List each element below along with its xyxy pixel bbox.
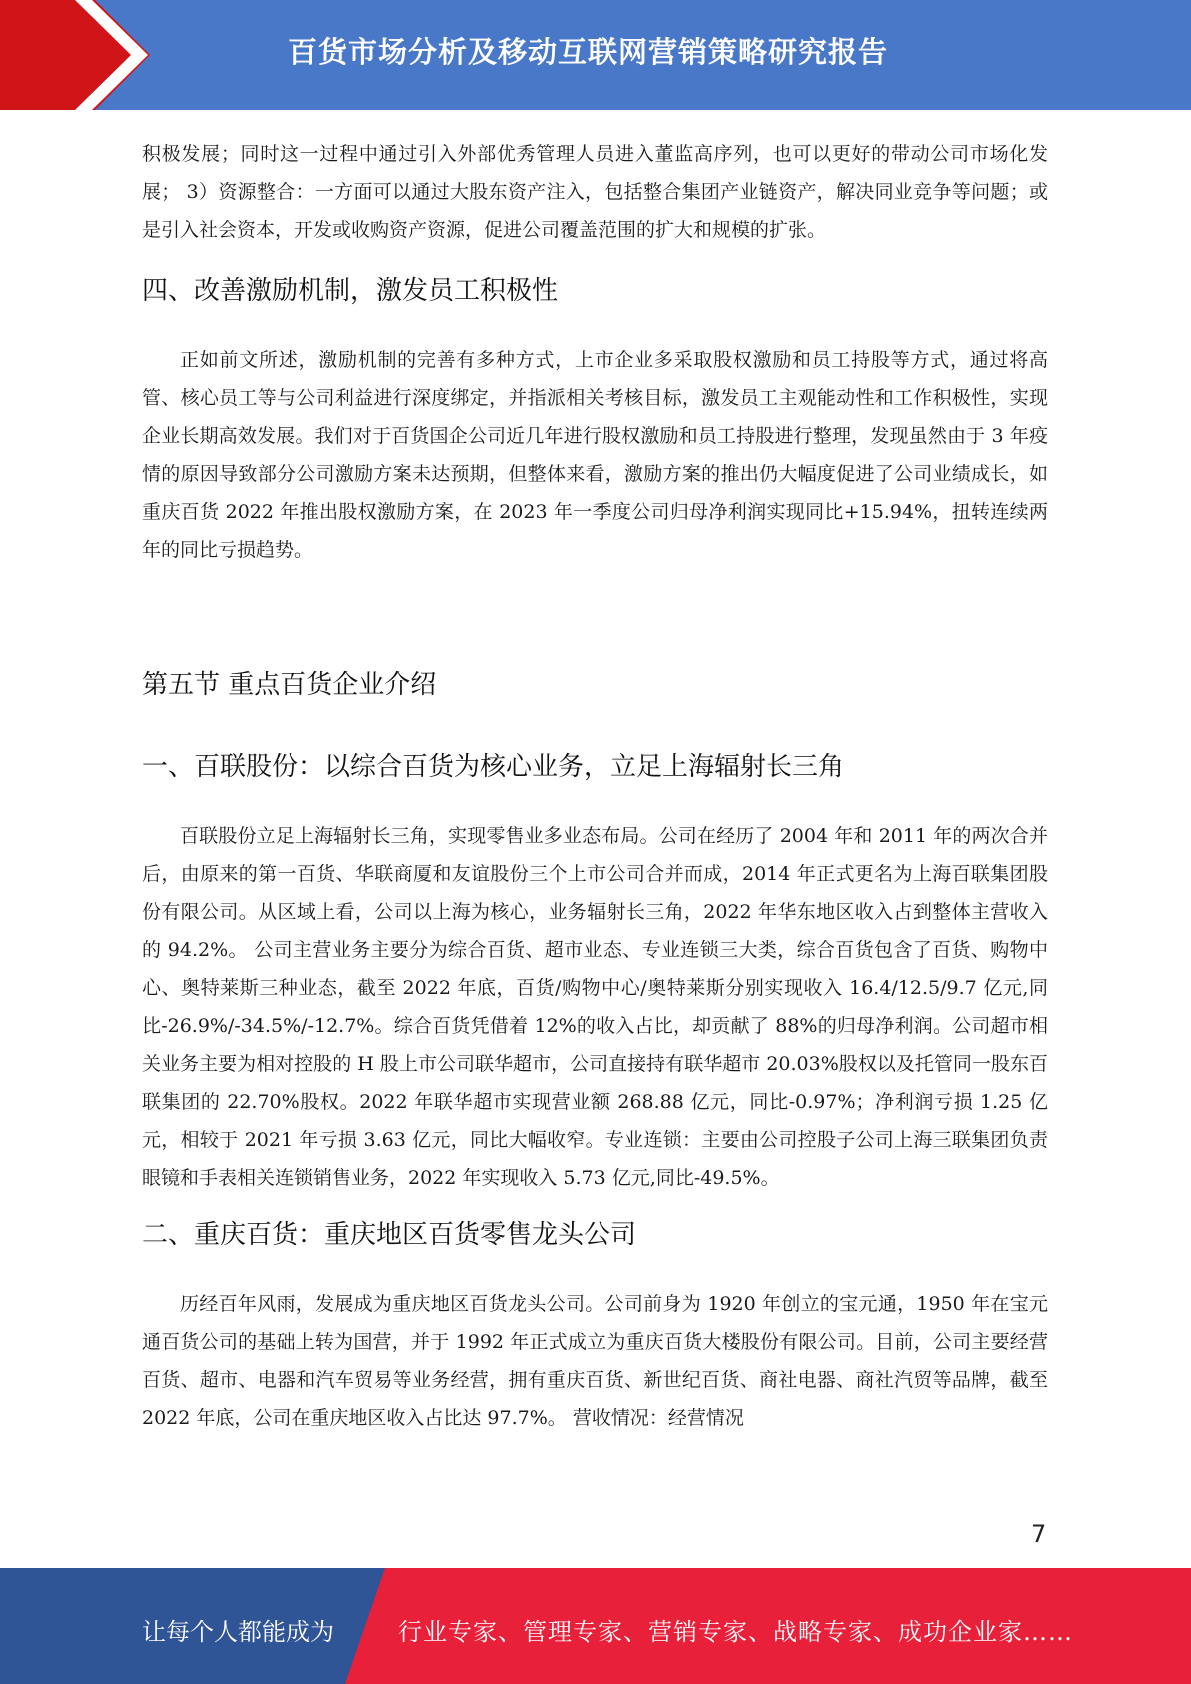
- paragraph-chongqing: 历经百年风雨，发展成为重庆地区百货龙头公司。公司前身为 1920 年创立的宝元通，1950 年在宝元通百货公司的基础上转为国营，并于 1992 年正式成立为重庆百货大楼股份有限公司。目前，公司主要经营百货、超市、电器和汽车贸易等业务经营，拥有重庆百货、新世纪百货、商社电器、商社汽贸等品牌，截至 2022 年底，公司在重庆地区收入占比达 97.7%。 营收情况：经营情况: [142, 1293, 1048, 1429]
- page-number: 7: [1031, 1520, 1047, 1548]
- paragraph-resource-integration: 积极发展；同时这一过程中通过引入外部优秀管理人员进入董监高序列，也可以更好的带动公司市场化发展； 3）资源整合：一方面可以通过大股东资产注入，包括整合集团产业链资产，解决同业竞争等问题；或是引入社会资本，开发或收购资产资源，促进公司覆盖范围的扩大和规模的扩张。: [142, 143, 1048, 241]
- paragraph-bailian: 百联股份立足上海辐射长三角，实现零售业多业态布局。公司在经历了 2004 年和 2011 年的两次合并后，由原来的第一百货、华联商厦和友谊股份三个上市公司合并而成，2014 年正式更名为上海百联集团股份有限公司。从区域上看，公司以上海为核心，业务辐射长三角，2022 年华东地区收入占到整体主营收入的 94.2%。 公司主营业务主要分为综合百货、超市业态、专业连锁三大类，综合百货包含了百货、购物中心、奥特莱斯三种业态，截至 2022 年底，百货/购物中心/奥特莱斯分别实现收入 16.4/12.5/9.7 亿元,同比-26.9%/-34.5%/-12.7%。综合百货凭借着 12%的收入占比，却贡献了 88%的归母净利润。公司超市相关业务主要为相对控股的 H 股上市公司联华超市，公司直接持有联华超市 20.03%股权以及托管同一股东百联集团的 22.70%股权。2022 年联华超市实现营业额 268.88 亿元，同比-0.97%；净利润亏损 1.25 亿元，相较于 2021 年亏损 3.63 亿元，同比大幅收窄。专业连锁：主要由公司控股子公司上海三联集团负责眼镜和手表相关连锁销售业务，2022 年实现收入 5.73 亿元,同比-49.5%。: [142, 825, 1048, 1189]
- section-title-key-companies: 第五节 重点百货企业介绍: [142, 670, 437, 700]
- heading-chongqing: 二、重庆百货：重庆地区百货零售龙头公司: [142, 1220, 637, 1250]
- footer-slogan-left: 让每个人都能成为: [142, 1618, 334, 1646]
- document-body: [142, 135, 1048, 1437]
- heading-incentive-mechanism: 四、改善激励机制，激发员工积极性: [142, 276, 559, 306]
- header-title: 百货市场分析及移动互联网营销策略研究报告: [288, 35, 889, 69]
- paragraph-incentive: 正如前文所述，激励机制的完善有多种方式，上市企业多采取股权激励和员工持股等方式，通过将高管、核心员工等与公司利益进行深度绑定，并指派相关考核目标，激发员工主观能动性和工作积极性，实现企业长期高效发展。我们对于百货国企公司近几年进行股权激励和员工持股进行整理，发现虽然由于 3 年疫情的原因导致部分公司激励方案未达预期，但整体来看，激励方案的推出仍大幅度促进了公司业绩成长，如重庆百货 2022 年推出股权激励方案，在 2023 年一季度公司归母净利润实现同比+15.94%，扭转连续两年的同比亏损趋势。: [142, 349, 1048, 561]
- footer-slogan-right: 行业专家、管理专家、营销专家、战略专家、成功企业家……: [398, 1618, 1073, 1646]
- page-header: [0, 0, 1191, 110]
- heading-bailian: 一、百联股份：以综合百货为核心业务，立足上海辐射长三角: [142, 752, 845, 782]
- page-footer: [0, 1568, 1191, 1684]
- header-red-chevron: [0, 0, 150, 110]
